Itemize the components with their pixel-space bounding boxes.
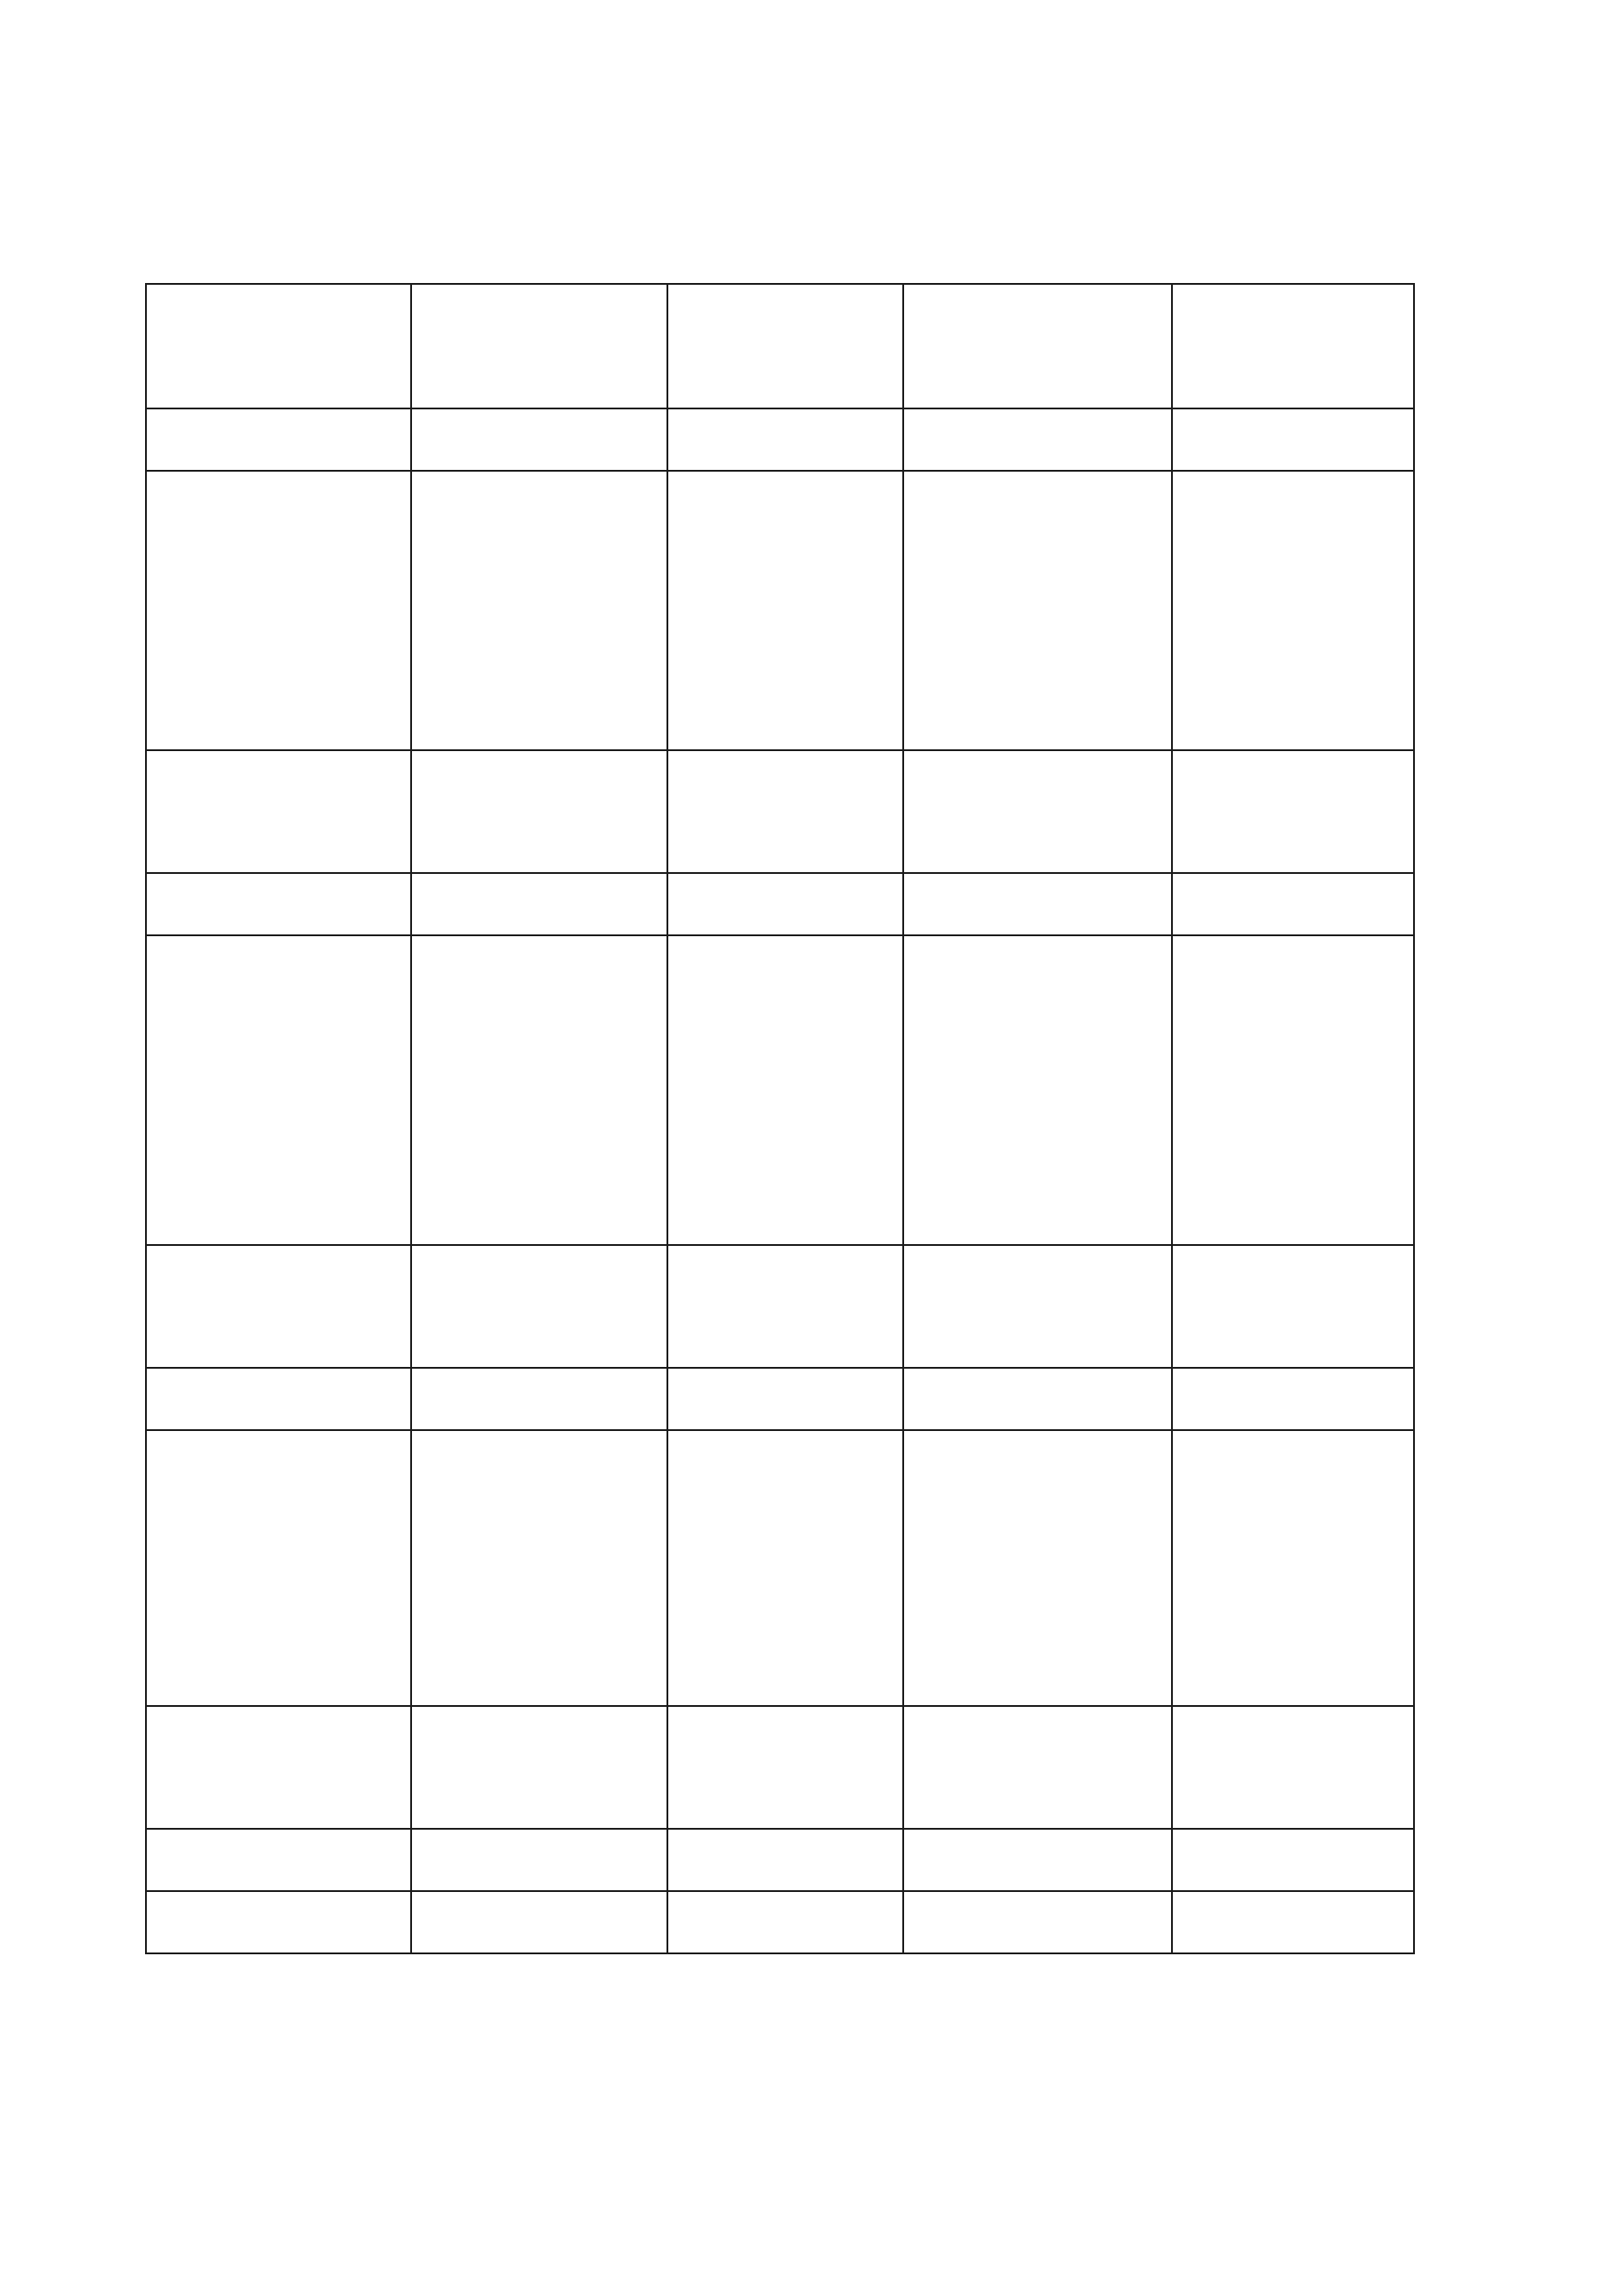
table-cell [1172,1245,1414,1368]
table-cell [146,750,411,873]
table-cell [146,1829,411,1891]
table-cell [667,873,903,935]
table-cell [146,471,411,750]
table-cell [667,1368,903,1430]
table-cell [667,750,903,873]
table-row [146,1430,1414,1706]
table-cell [411,1829,667,1891]
table-cell [1172,471,1414,750]
table-cell [1172,750,1414,873]
table-cell [146,873,411,935]
table-cell [146,284,411,408]
table-cell [146,408,411,471]
table-cell [903,1891,1172,1953]
table-cell [411,935,667,1245]
table-row [146,935,1414,1245]
table-cell [667,1706,903,1829]
table-cell [1172,1891,1414,1953]
table-cell [903,750,1172,873]
table-cell [146,1891,411,1953]
table-cell [667,1430,903,1706]
table-cell [903,1245,1172,1368]
table-cell [903,873,1172,935]
table-cell [411,408,667,471]
table-row [146,408,1414,471]
table-cell [146,1368,411,1430]
table-cell [411,471,667,750]
table-cell [667,1829,903,1891]
table-cell [667,284,903,408]
table-cell [146,1706,411,1829]
table-row [146,1891,1414,1953]
table-cell [411,284,667,408]
table-cell [411,1430,667,1706]
document-page [145,283,1413,1954]
table-cell [667,1245,903,1368]
table-cell [411,1245,667,1368]
table-cell [903,1368,1172,1430]
table-cell [1172,1430,1414,1706]
table-cell [667,408,903,471]
table-cell [1172,1706,1414,1829]
table-row [146,284,1414,408]
table-cell [1172,1368,1414,1430]
table-cell [903,1430,1172,1706]
table-cell [903,935,1172,1245]
table-cell [411,1368,667,1430]
table-cell [1172,935,1414,1245]
table-cell [667,471,903,750]
table-row [146,1368,1414,1430]
table-row [146,1706,1414,1829]
table-row [146,471,1414,750]
table-row [146,1829,1414,1891]
table-cell [1172,284,1414,408]
table-cell [903,1706,1172,1829]
table-cell [667,935,903,1245]
table-cell [411,1706,667,1829]
table-cell [411,1891,667,1953]
table-cell [903,284,1172,408]
table-cell [903,471,1172,750]
table-cell [146,1245,411,1368]
table-cell [146,935,411,1245]
table-row [146,1245,1414,1368]
table-cell [1172,1829,1414,1891]
table-cell [411,873,667,935]
table-row [146,750,1414,873]
table-cell [1172,408,1414,471]
table-cell [903,408,1172,471]
data-table [145,283,1415,1954]
table-cell [1172,873,1414,935]
table-row [146,873,1414,935]
table-cell [903,1829,1172,1891]
table-cell [146,1430,411,1706]
table-cell [667,1891,903,1953]
table-cell [411,750,667,873]
